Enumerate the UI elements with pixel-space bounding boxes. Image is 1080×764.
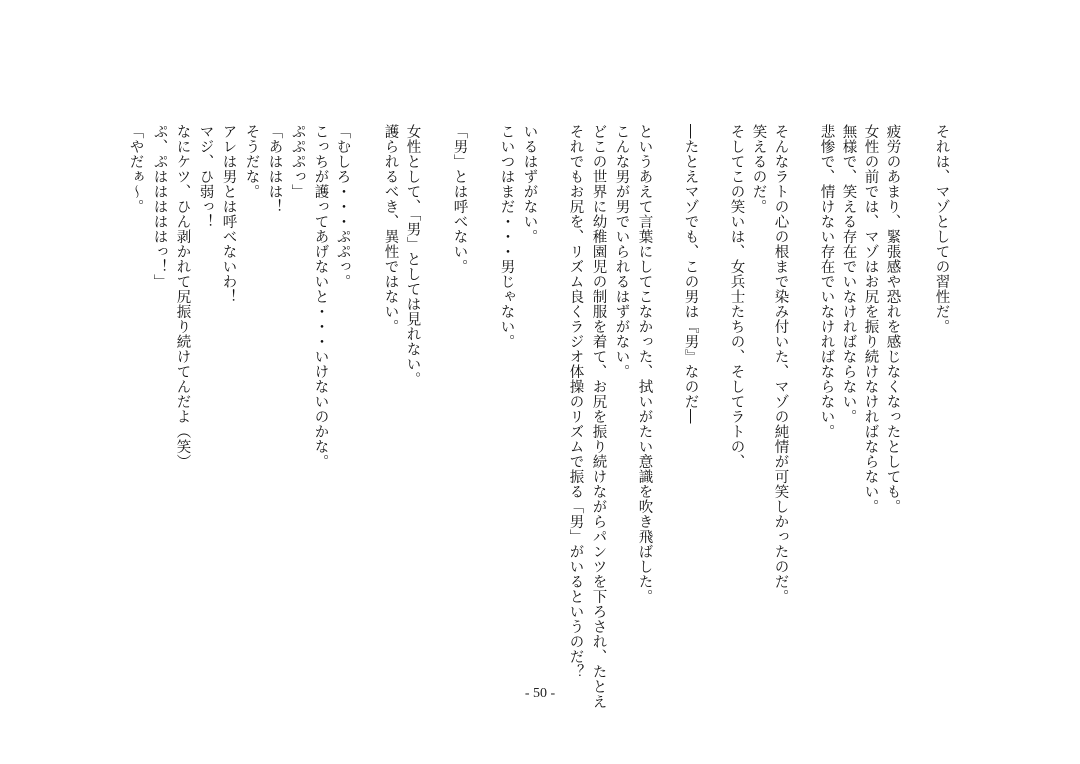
line-09: そしてこの笑いは、女兵士たちの、そしてラトの、: [728, 124, 745, 469]
line-19: こいつはまだ・・・男じゃない。: [498, 124, 515, 349]
line-13: というあえて言葉にしてこなかった、拭いがたい意識を吹き飛ばした。: [636, 124, 653, 604]
line-34: ぷ、ぷはははははっ！」: [151, 124, 168, 289]
line-35: 「やだぁ～。: [127, 124, 144, 214]
line-04: 無様で、笑える存在でいなければならない。: [840, 124, 857, 424]
line-31: アレは男とは呼べないわ！: [220, 124, 237, 304]
line-16: それでもお尻を、リズム良くラジオ体操のリズムで振る「男」がいるというのだ？: [567, 124, 584, 679]
line-23: 女性として、「男」としては見れない。: [404, 124, 421, 387]
line-15: どこの世界に幼稚園児の制服を着て、お尻を振り続けながらパンツを下ろされ、たとえ: [590, 124, 607, 709]
line-14: こんな男が男でいられるはずがない。: [613, 124, 630, 379]
line-05: 悲惨で、情けない存在でいなければならない。: [818, 124, 835, 439]
line-32: マジ、ひ弱っ！: [197, 124, 214, 229]
line-07: そんなラトの心の根まで染み付いた、マゾの純情が可笑しかったのだ。: [772, 124, 789, 604]
line-03: 女性の前では、マゾはお尻を振り続けなければならない。: [862, 124, 879, 514]
line-33: なにケツ、ひん剥かれて尻振り続けてんだよ（笑）: [174, 124, 191, 469]
page-number: - 50 -: [524, 686, 556, 701]
line-08: 笑えるのだ。: [750, 124, 767, 214]
line-29: 「あははは！: [266, 124, 283, 214]
line-18: いるはずがない。: [521, 124, 538, 244]
line-26: 「むしろ・・・ぷぷっ。: [334, 124, 351, 289]
line-24: 護られるべき、異性ではない。: [382, 124, 399, 334]
line-11: ―たとえマゾでも、この男は『男』なのだ―: [682, 124, 699, 424]
line-21: 「男」とは呼べない。: [451, 124, 468, 274]
line-02: 疲労のあまり、緊張感や恐れを感じなくなったとしても。: [884, 124, 901, 514]
line-00: それは、マゾとしての習性だ。: [933, 124, 950, 334]
line-30: そうだな。: [243, 124, 260, 199]
line-27: こっちが護ってあげないと・・・いけないのかな。: [312, 124, 329, 469]
line-28: ぷぷぷっ」: [289, 124, 306, 199]
